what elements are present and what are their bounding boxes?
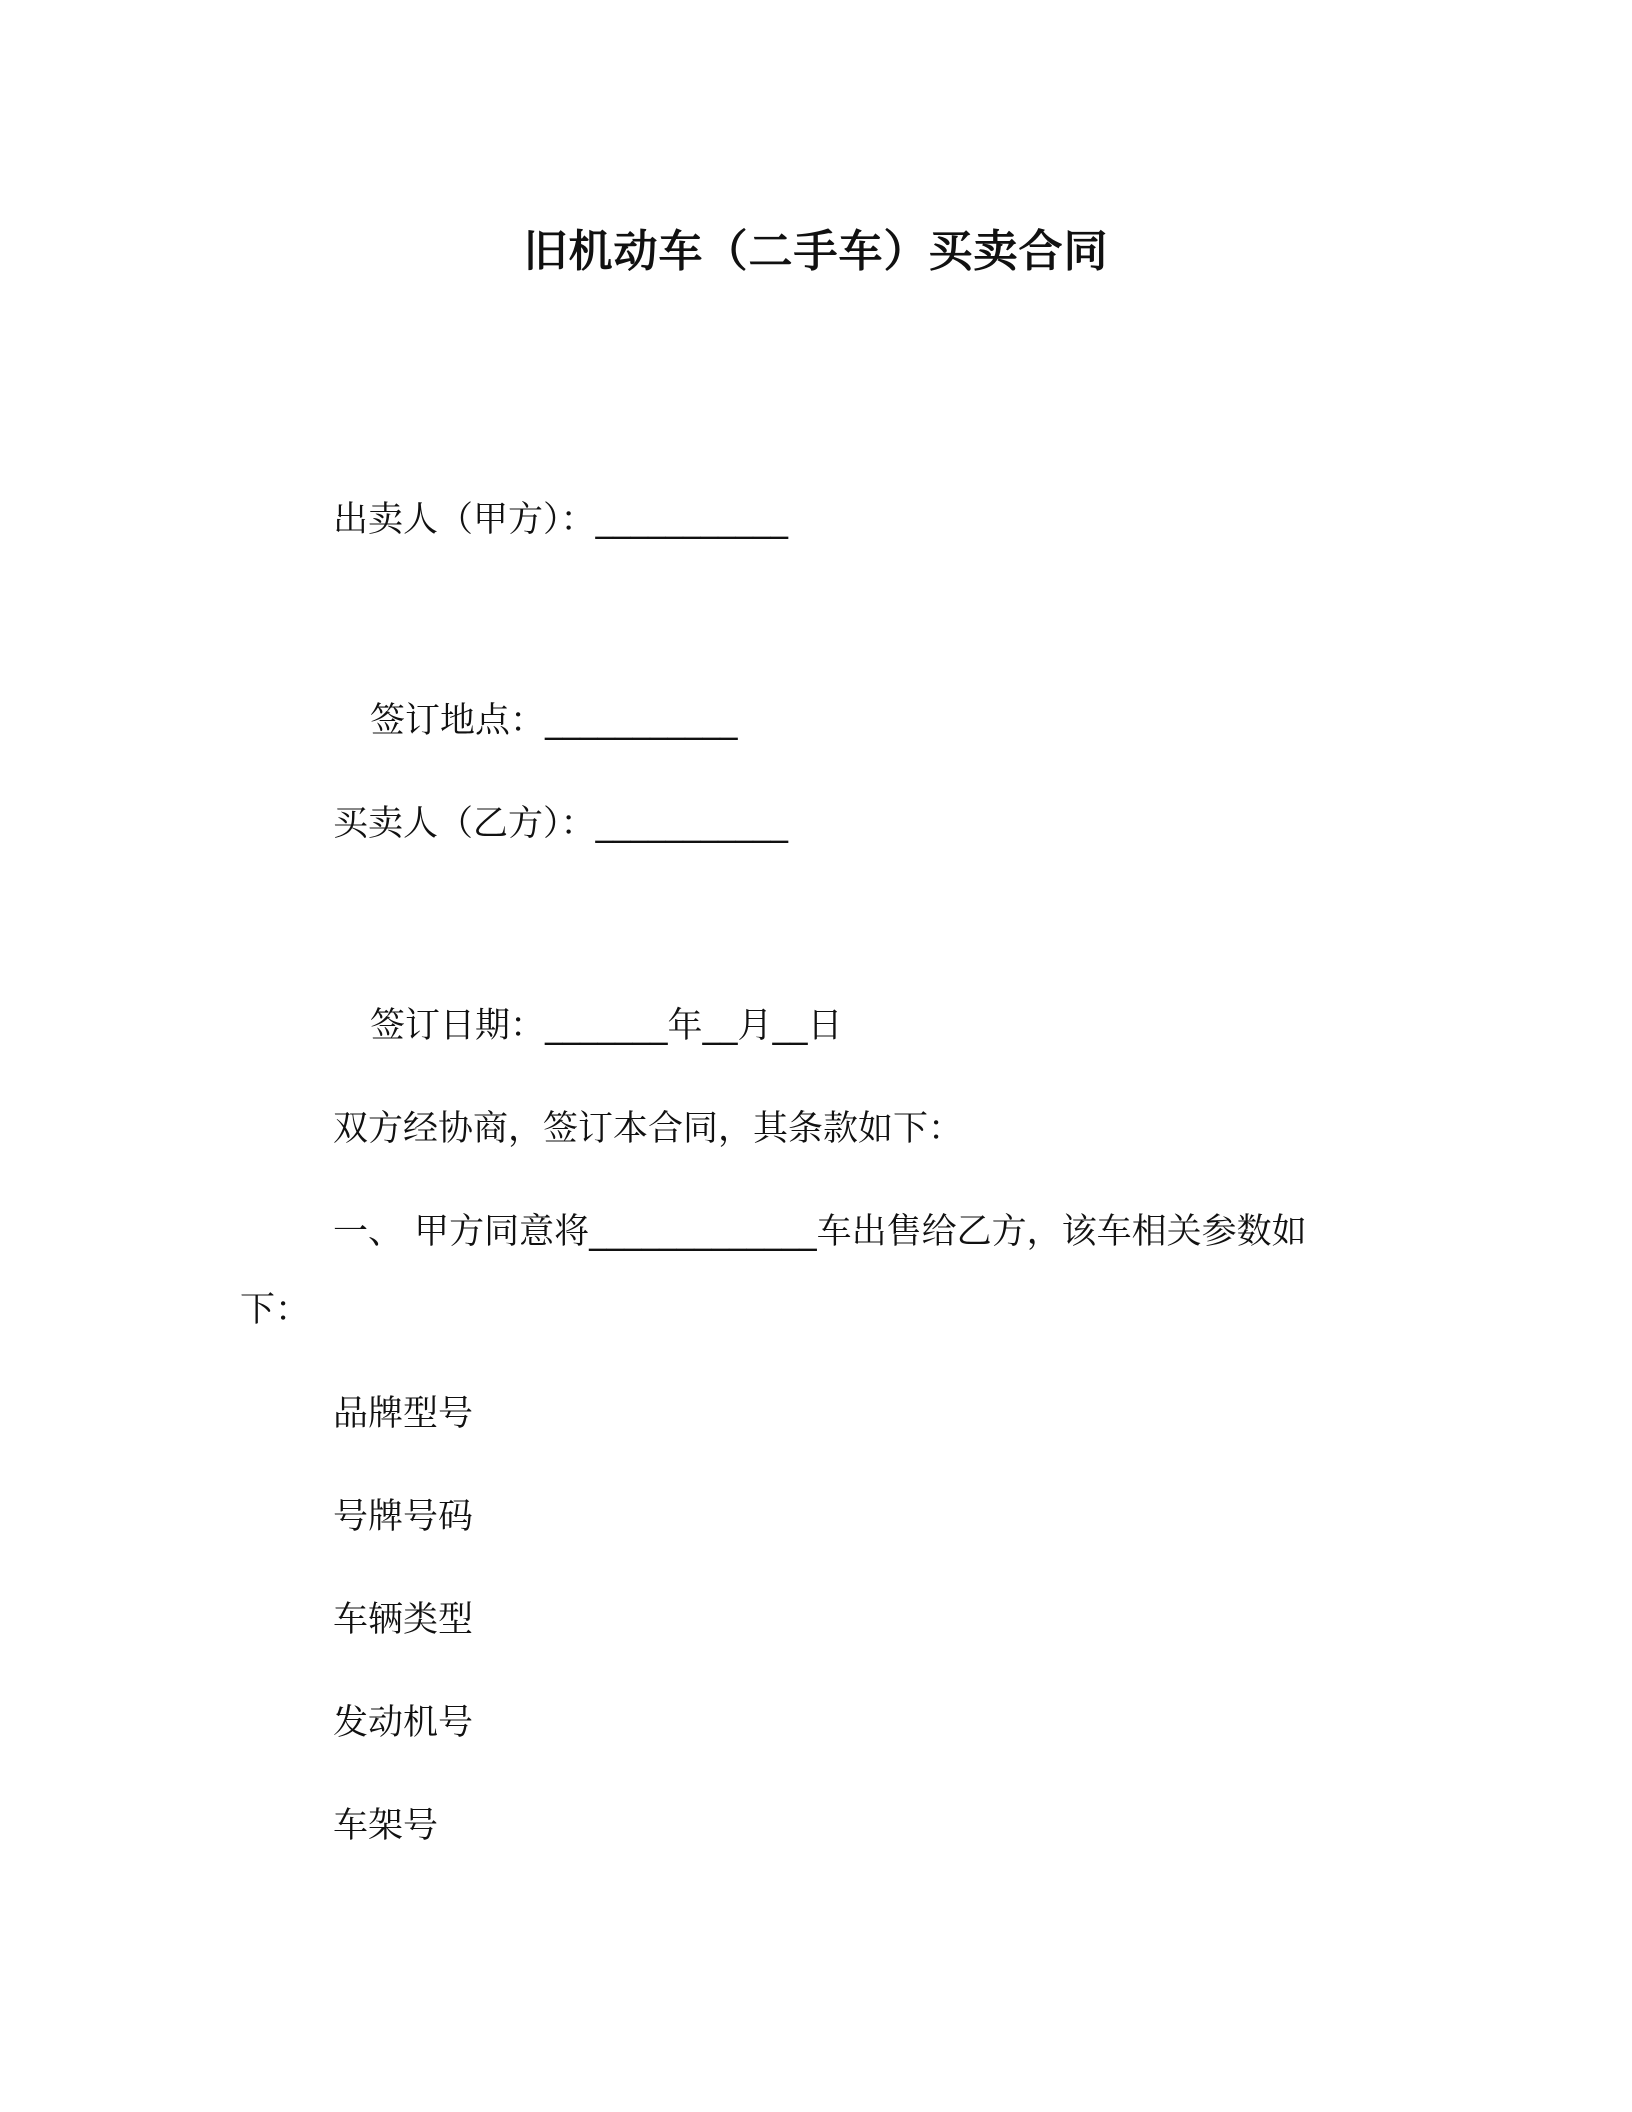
sign-place-field: 签订地点：___________ — [370, 701, 738, 741]
param-vehicle-type: 车辆类型 — [333, 1600, 474, 1640]
param-brand-model: 品牌型号 — [333, 1394, 474, 1434]
document-title: 旧机动车（二手车）买卖合同 — [523, 226, 1109, 277]
clause-1-line-1: 一、 甲方同意将_____________车出售给乙方，该车相关参数如 — [333, 1212, 1307, 1252]
param-engine-number: 发动机号 — [333, 1703, 474, 1743]
buyer-field: 买卖人（乙方）：___________ — [333, 804, 789, 844]
param-plate-number: 号牌号码 — [333, 1497, 474, 1537]
seller-field: 出卖人（甲方）：___________ — [333, 500, 789, 540]
param-chassis-number: 车架号 — [333, 1806, 439, 1846]
clause-1-line-2: 下： — [240, 1290, 311, 1330]
intro-paragraph: 双方经协商，签订本合同，其条款如下： — [333, 1109, 964, 1149]
sign-date-field: 签订日期：_______年__月__日 — [370, 1006, 843, 1046]
